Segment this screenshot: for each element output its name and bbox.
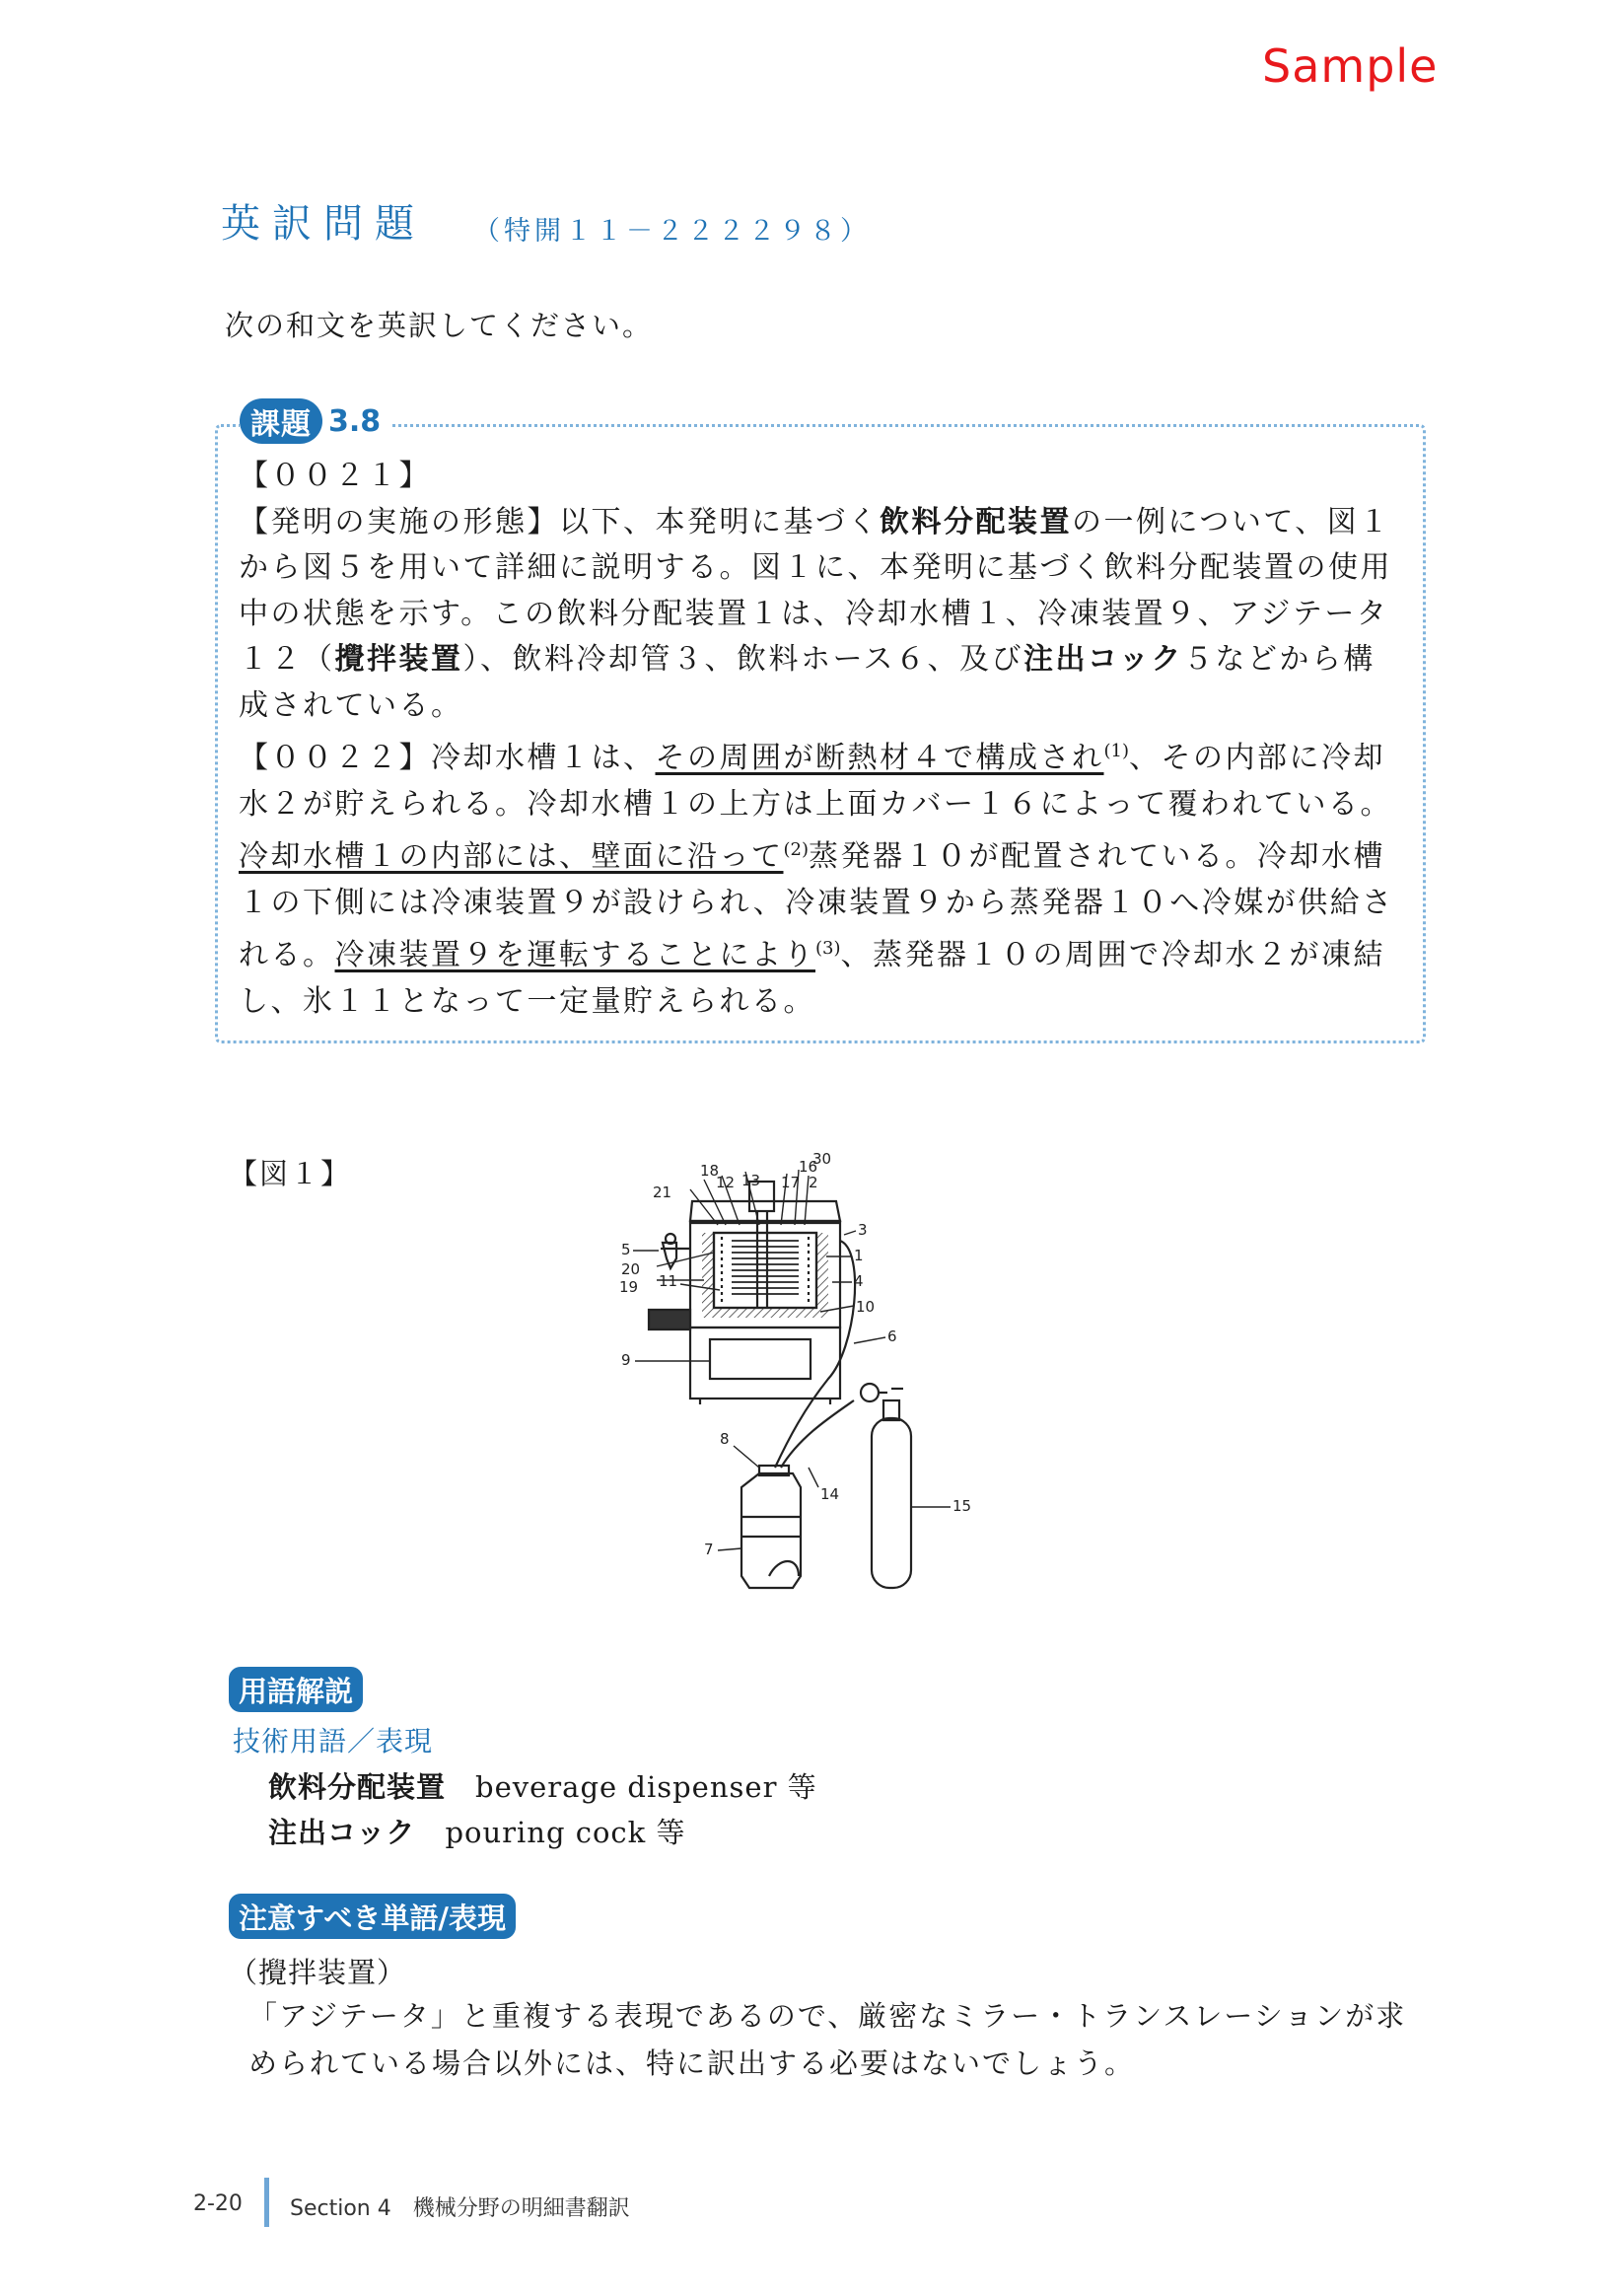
term-highlight: 飲料分配装置	[880, 504, 1072, 539]
term-highlight: 攪拌装置	[334, 642, 463, 677]
leader-lines	[633, 1170, 951, 1550]
paragraph-0022: 【００２２】冷却水槽１は、その周囲が断熱材４で構成され$^{(1)}$、その内部に冷却水２が貯えられる。冷却水槽１の上方は上面カバー１６によって覆われている。冷却水槽１の内部には、壁面に沿って$^{(2)}$蒸発器１０が配置されている。冷却水槽１の下側には冷凍装置９が設けられ、冷凍装置９から蒸発器１０へ冷媒が供給される。冷凍装置９を運転することにより$^{(3)}$、蒸発器１０の周囲で冷却水２が凍結し、氷１１となって一定量貯えられる。	[239, 741, 1394, 1019]
figure-callout: 17	[781, 1174, 801, 1191]
task-badge: 課題	[240, 398, 322, 444]
glossary-term: 飲料分配装置 beverage dispenser 等	[268, 1770, 817, 1804]
figure-callout: 12	[716, 1174, 736, 1191]
figure-callout: 8	[720, 1430, 730, 1448]
figure-callout: 4	[854, 1272, 864, 1290]
underlined-phrase: その周囲が断熱材４で構成され	[655, 741, 1104, 775]
figure-callout: 6	[887, 1327, 897, 1345]
figure-callout: 5	[621, 1241, 631, 1258]
figure-callout: 14	[820, 1485, 840, 1503]
figure-callout: 7	[704, 1541, 714, 1558]
patent-figure-1	[611, 1142, 1045, 1635]
figure-callout: 2	[809, 1174, 818, 1191]
paragraph-id: 【００２１】	[239, 459, 431, 493]
figure-callout: 13	[741, 1172, 761, 1189]
page-number: 2-20	[193, 2191, 243, 2216]
caution-term: （攪拌装置）	[229, 1956, 407, 1989]
term-highlight: 注出コック	[1023, 642, 1183, 677]
figure-callout: 11	[659, 1272, 678, 1290]
task-number: 3.8	[328, 403, 382, 439]
figure-callout: 1	[854, 1247, 864, 1264]
footer-divider	[264, 2178, 269, 2227]
figure-label: 【図１】	[229, 1157, 352, 1190]
task-text	[239, 454, 1402, 1025]
figure-callout: 10	[856, 1298, 876, 1316]
dispenser-drawing	[649, 1182, 911, 1588]
sample-watermark: Sample	[1262, 39, 1439, 93]
footnote-marker: (1)	[1103, 741, 1129, 761]
instruction-text: 次の和文を英訳してください。	[225, 309, 654, 342]
footnote-marker: (2)	[783, 839, 809, 860]
task-label	[240, 396, 390, 446]
glossary-subhead: 技術用語／表現	[233, 1725, 434, 1758]
figure-callout: 15	[952, 1497, 972, 1515]
glossary-badge: 用語解説	[229, 1667, 363, 1712]
underlined-phrase: 冷却水槽１の内部には、壁面に沿って	[239, 839, 784, 874]
figure-callout: 30	[812, 1150, 832, 1168]
patent-reference: （特開１１－２２２２９８）	[473, 216, 871, 247]
figure-callout: 9	[621, 1351, 631, 1369]
figure-callout: 18	[700, 1162, 720, 1180]
footnote-marker: (3)	[815, 938, 841, 959]
figure-callout: 21	[653, 1184, 672, 1201]
underlined-phrase: 冷凍装置９を運転することにより	[334, 938, 815, 972]
figure-callout: 20	[621, 1260, 641, 1278]
page-title: 英訳問題	[221, 201, 426, 247]
figure-callout: 16	[799, 1158, 818, 1176]
paragraph-0021: 【発明の実施の形態】以下、本発明に基づく飲料分配装置の一例について、図１から図５を用いて詳細に説明する。図１に、本発明に基づく飲料分配装置の使用中の状態を示す。この飲料分配装置１は、冷却水槽１、冷凍装置９、アジテータ１２（攪拌装置）、飲料冷却管３、飲料ホース６、及び注出コック５などから構成されている。	[239, 504, 1392, 723]
section-title: Section 4 機械分野の明細書翻訳	[290, 2196, 630, 2221]
figure-callout: 19	[619, 1278, 639, 1296]
caution-badge: 注意すべき単語/表現	[229, 1894, 516, 1939]
glossary-term: 注出コック pouring cock 等	[268, 1816, 686, 1849]
figure-callout: 3	[858, 1221, 868, 1239]
caution-body: 「アジテータ」と重複する表現であるので、厳密なミラー・トランスレーションが求められている場合以外には、特に訳出する必要はないでしょう。	[248, 1999, 1407, 2080]
